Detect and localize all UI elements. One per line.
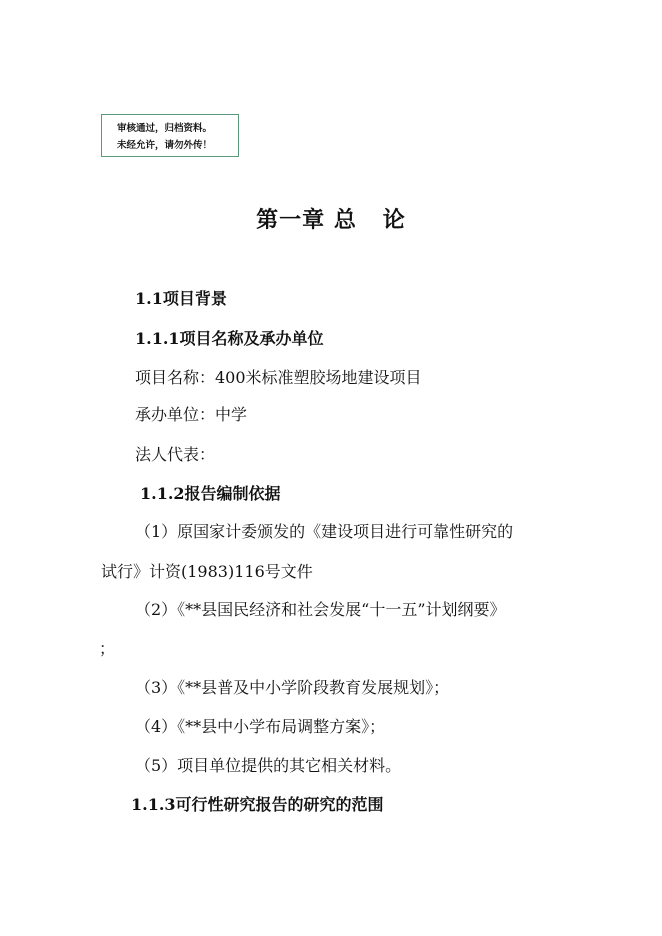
basis-item-2: （2）《**县国民经济和社会发展“十一五”计划纲要》 — [135, 600, 506, 619]
notice-line-1: 审核通过，归档资料。 — [117, 123, 213, 134]
basis-item-4: （4）《**县中小学布局调整方案》； — [135, 717, 386, 736]
basis-item-3: （3）《**县普及中小学阶段教育发展规划》； — [135, 678, 450, 697]
legal-rep-text: 法人代表： — [135, 445, 216, 464]
basis-item-2-continued: ； — [99, 639, 116, 658]
undertaker-text: 承办单位：中学 — [135, 405, 248, 424]
section-heading-1-1-3: 1.1.3可行性研究报告的研究的范围 — [131, 795, 384, 814]
section-heading-1-1-2: 1.1.2报告编制依据 — [140, 484, 281, 503]
notice-line-2: 未经允许，请勿外传！ — [117, 140, 213, 151]
project-name-text: 项目名称：400米标准塑胶场地建设项目 — [135, 368, 422, 387]
chapter-title: 第一章 总 论 — [256, 207, 406, 233]
basis-item-5: （5）项目单位提供的其它相关材料。 — [135, 756, 402, 775]
section-heading-1-1-1: 1.1.1项目名称及承办单位 — [135, 329, 324, 348]
section-heading-1-1: 1.1项目背景 — [135, 289, 227, 308]
basis-item-1-continued: 试行》计资(1983)116号文件 — [101, 562, 313, 581]
basis-item-1: （1）原国家计委颁发的《建设项目进行可靠性研究的 — [135, 522, 514, 541]
approval-notice-stamp — [101, 114, 239, 157]
